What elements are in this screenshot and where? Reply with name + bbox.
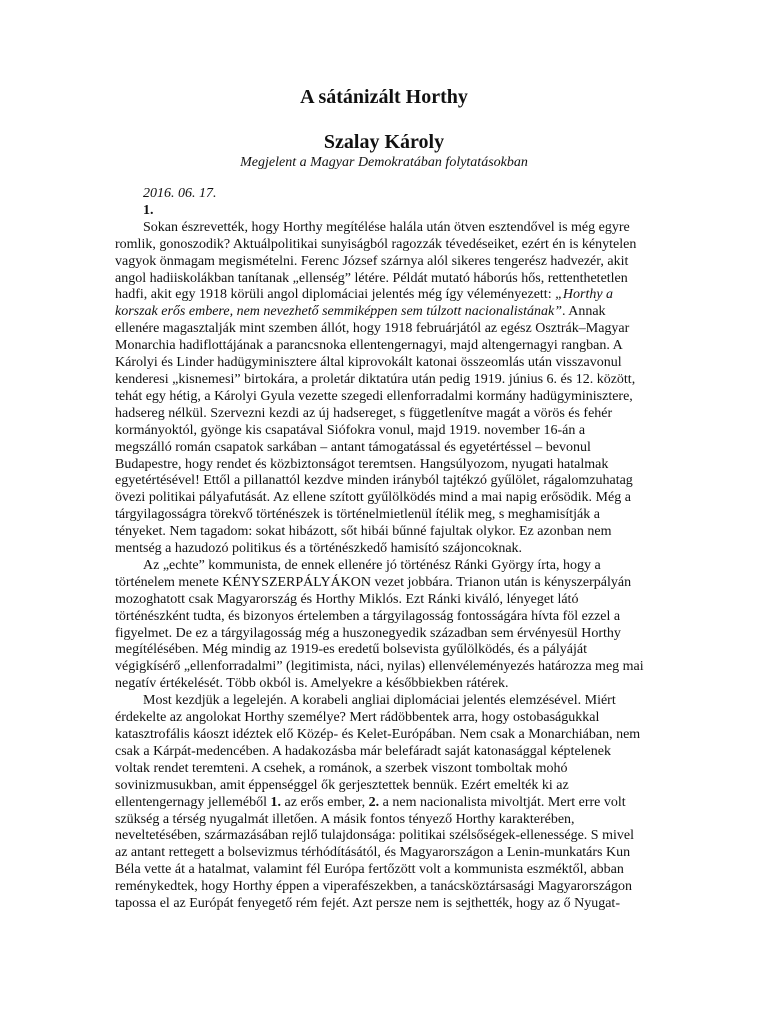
- text-run: Károlyi és Linder hadügyminisztere által kiprovokált katonai összeomlás után visszavonul: [115, 355, 622, 371]
- text-run: Béla vette át a hatalmat, valamint fél Európa fertőzött volt a kommunista eszméktől, abban: [115, 862, 624, 878]
- text-run: romlik, gonoszodik? Aktuálpolitikai sunyiságból ragozzák tévedéseiket, ezért én is kénytelen: [115, 236, 637, 252]
- text-run: történelem menete KÉNYSZERPÁLYÁKON vezet jobbára. Trianon után is kényszerpályán: [115, 574, 632, 590]
- text-line: [115, 406, 653, 423]
- text-line: [115, 744, 653, 761]
- text-run: a nem nacionalista mivoltját. Mert erre volt: [379, 794, 626, 810]
- text-run: tényeket. Nem tagadom: sokat hibázott, sőt hibái bűnné fajultak olykor. Ez azonban nem: [115, 524, 612, 540]
- text-run: övezi politikai pályafutását. Az ellene szított gyűlölködés mind a mai napig erősödik. Még a: [115, 490, 631, 506]
- text-line: [115, 355, 653, 372]
- article-body: [115, 186, 653, 913]
- publication-note: Megjelent a Magyar Demokratában folytatásokban: [240, 155, 528, 170]
- text-line: [115, 879, 653, 896]
- text-run: tapossa el az Európát fenyegető rém fejét. Azt persze nem is sejthették, hogy az ő Nyugat-: [115, 896, 620, 912]
- text-run: ellenére magasztalják mint szemben állót, hogy 1918 februárjától az egész Osztrák–Magyar: [115, 321, 630, 337]
- text-run: egyetértésével! Ettől a pillanattól kezdve minden irányból tajtékzó gyűlölet, rágalomzuhatag: [115, 473, 633, 489]
- article-text: [115, 220, 653, 913]
- text-line: [115, 642, 653, 659]
- text-run: Most kezdjük a legelején. A korabeli angliai diplomáciai jelentés elemzésével. Miért: [143, 693, 616, 709]
- italic-quote: korszak erős embere, nem nevezhető semmiképpen sem túlzott nacionalistának”: [115, 304, 562, 320]
- text-line: [115, 761, 653, 778]
- text-run: megszálló román csapatok sarkában – antant támogatással és egyetértéssel – bevonul: [115, 439, 591, 455]
- text-line: [115, 693, 653, 710]
- text-run: ellentengernagy jelleméből: [115, 794, 271, 810]
- text-line: [115, 558, 653, 575]
- text-run: az erős ember,: [281, 794, 369, 810]
- text-run: tárgyilagosságra törekvő történészek is történelmietlenül ítélik meg, s meghamisítják a: [115, 507, 600, 523]
- text-run: Sokan észrevették, hogy Horthy megítélése halála után ötven esztendővel is még egyre: [143, 219, 630, 235]
- text-line: [115, 372, 653, 389]
- text-run: érdekelte az angolokat Horthy személye? Mert rádöbbentek arra, hogy ostobaságukkal: [115, 710, 600, 726]
- text-run: tehát egy hétig, a Károlyi Gyula vezette szegedi ellenforradalmi kormány hadügyminisztere,: [115, 388, 633, 404]
- text-line: [115, 287, 653, 304]
- text-run: voltak rendet teremteni. A csehek, a románok, a szerbek viszont tomboltak mohó: [115, 760, 568, 776]
- text-line: [115, 473, 653, 490]
- text-run: vagyok önmagam megismételni. Ferenc József szárnya alól sikeres tengerész hadvezér, akit: [115, 253, 629, 269]
- text-run: az antant rettegett a bolsevizmus térhódításától, és Magyarországon a Lenin-munkatárs Kun: [115, 845, 631, 861]
- text-line: [115, 220, 653, 237]
- text-line: [115, 609, 653, 626]
- text-line: [115, 338, 653, 355]
- text-line: [115, 271, 653, 288]
- bold-number: 1.: [270, 794, 281, 810]
- text-run: történészként tudta, és bizonyos értelemben a tárgyilagosság fontosságára hívta föl ezzel a: [115, 608, 621, 624]
- text-run: . Annak: [562, 304, 606, 320]
- author-name: Szalay Károly: [323, 131, 445, 153]
- text-run: hadsereg nélkül. Szervezni kezdi az új hadsereget, s függetlenítve magát a vörös és fehér: [115, 405, 613, 421]
- text-run: sovinizmusukban, amit éppenséggel ők gerjesztettek bennük. Ezért emelték ki az: [115, 777, 569, 793]
- text-run: megítélésében. Még mindig az 1919-es eredetű bolsevista gyűlölködés, és a pályáját: [115, 642, 587, 658]
- text-line: [115, 389, 653, 406]
- text-line: [115, 795, 653, 812]
- text-line: [115, 862, 653, 879]
- text-run: katasztrofális káoszt idéztek elő Közép- és Kelet-Európában. Nem csak a Monarchiában, nem: [115, 727, 641, 742]
- text-run: kenderesi „kisnemesi” birtokára, a proletár diktatúra után pedig 1919. június 6. és 12. között,: [115, 371, 636, 387]
- text-run: Budapestre, hogy rendet és közbiztonságot teremtsen. Hangsúlyozom, nyugati hatalmak: [115, 456, 609, 472]
- text-line: [115, 321, 653, 338]
- text-line: [115, 490, 653, 507]
- text-line: [115, 626, 653, 643]
- text-run: szükség a térség nyugalmát illetően. A másik fontos tényező Horthy karakterében,: [115, 811, 575, 827]
- text-run: hadfi, akit egy 1918 körüli angol diplomáciai jelentés még így véleményezett:: [115, 287, 556, 303]
- text-run: végigkísérő „ellenforradalmi” (legitimista, náci, nyilas) ellenvéleményezés határozza meg mai: [115, 659, 644, 675]
- text-line: [115, 778, 653, 795]
- text-run: neveltetésében, származásában rejlő tulajdonsága: politikai szélsőségek-ellenessége. S mivel: [115, 828, 634, 844]
- text-line: [115, 676, 653, 693]
- bold-number: 2.: [368, 794, 380, 810]
- document-title: A sátánizált Horthy: [300, 86, 468, 108]
- text-line: [115, 659, 653, 676]
- text-run: mentség a hazudozó politikus és a történészkedő hamisító szájoncoknak.: [115, 541, 523, 557]
- text-line: [115, 423, 653, 440]
- text-line: [115, 254, 653, 271]
- text-run: Az „echte” kommunista, de ennek ellenére jó történész Ránki György írta, hogy a: [143, 557, 601, 573]
- text-line: [115, 592, 653, 609]
- text-line: [115, 896, 653, 913]
- text-line: [115, 304, 653, 321]
- section-number: 1.: [143, 202, 154, 218]
- text-run: negatív értékelését. Több okból is. Amelyekre a későbbiekben rátérek.: [115, 676, 509, 692]
- text-run: Monarchia hadiflottájának a parancsnoka ellentengernagyi, majd altengernagyi rangban. A: [115, 338, 623, 354]
- text-run: kormányoktól, gyönge kis csapatával Siófokra vonul, majd 1919. november 16-án a: [115, 422, 586, 438]
- text-run: csak a Kárpát-medencében. A hadakozásba már belefáradt saját katonasággal képtelenek: [115, 743, 611, 759]
- article-date: 2016. 06. 17.: [143, 186, 217, 201]
- text-run: angol hadiiskolákban tanítanak „ellenség” létére. Példát mutató háborús hős, rettenthetetlen: [115, 270, 628, 286]
- text-line: [115, 541, 653, 558]
- text-line: [115, 727, 653, 744]
- text-run: reménykedtek, hogy Horthy éppen a viperafészekben, a tanácsköztársasági Magyarországon: [115, 879, 633, 895]
- text-line: [115, 845, 653, 862]
- text-line: [115, 457, 653, 474]
- italic-quote: „Horthy a: [555, 287, 614, 303]
- text-line: [115, 575, 653, 592]
- text-line: [115, 710, 653, 727]
- text-line: [115, 828, 653, 845]
- text-line: [115, 440, 653, 457]
- text-line: [115, 524, 653, 541]
- text-run: figyelmet. De ez a tárgyilagosság még a huszonegyedik században sem érvényesül Horthy: [115, 625, 621, 641]
- text-line: [115, 812, 653, 829]
- text-run: mozoghatott csak Magyarország és Horthy Miklós. Ezt Ránki kiváló, lényeget látó: [115, 591, 579, 607]
- text-line: [115, 237, 653, 254]
- text-line: [115, 507, 653, 524]
